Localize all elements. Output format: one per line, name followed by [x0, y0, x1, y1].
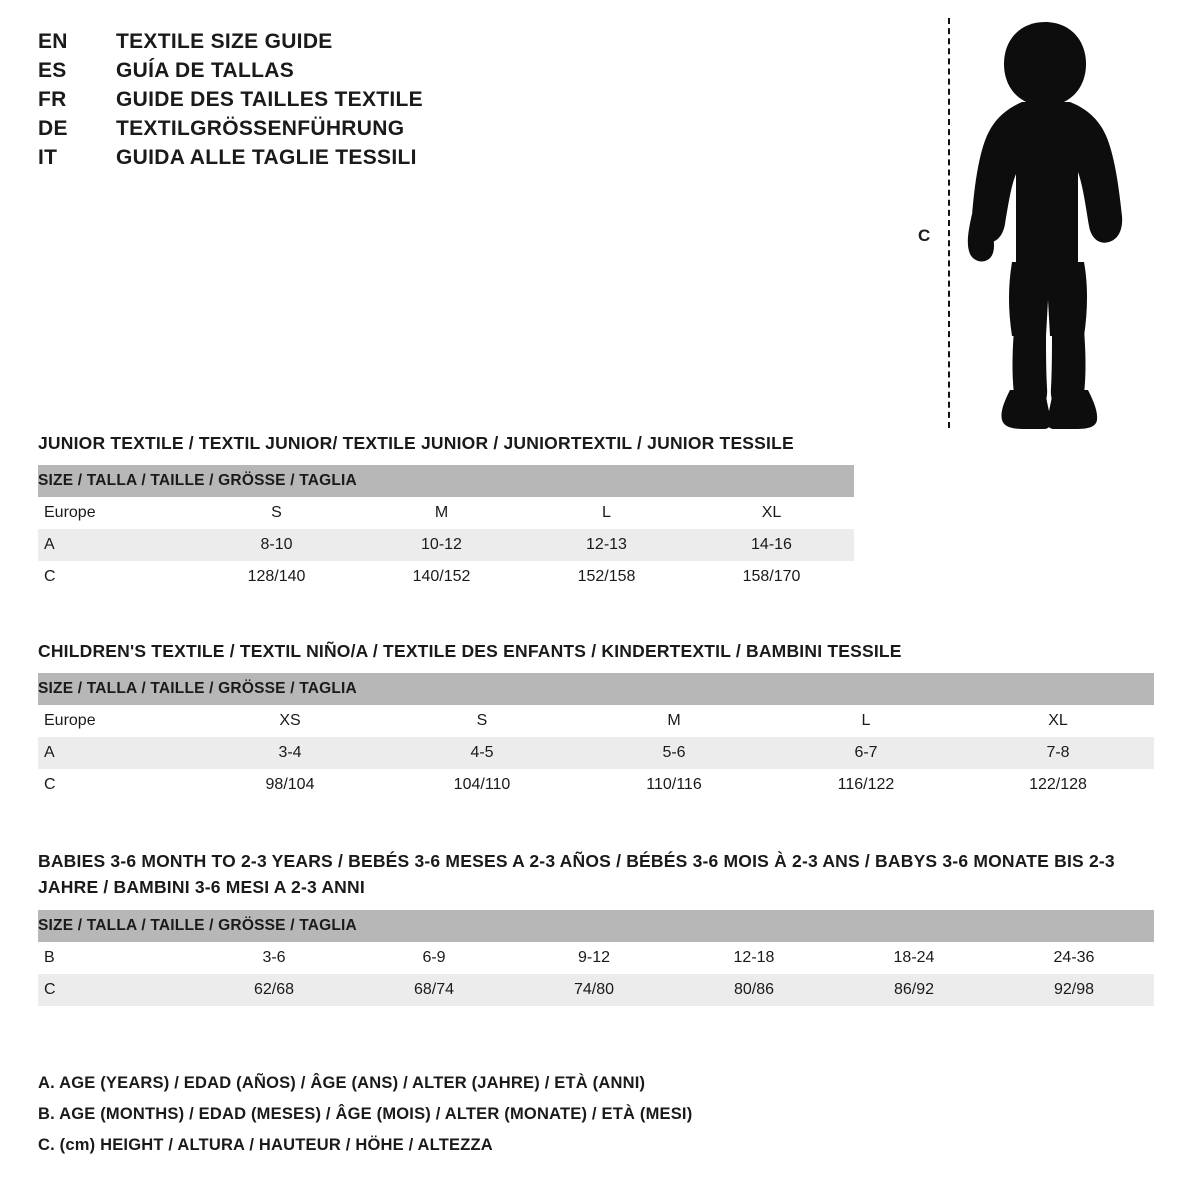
junior-size-table [38, 465, 854, 593]
row-label: C [38, 974, 194, 1006]
children-size-table [38, 673, 1154, 801]
table-row [38, 529, 854, 561]
table-row [38, 769, 1154, 801]
size-guide-title-block [38, 30, 598, 175]
title-lang-code: IT [38, 146, 58, 169]
cell-value: M [359, 497, 524, 529]
band-label: SIZE / TALLA / TAILLE / GRÖSSE / TAGLIA [38, 465, 854, 497]
cell-value: XL [689, 497, 854, 529]
cell-value: L [524, 497, 689, 529]
cell-value: 10-12 [359, 529, 524, 561]
cell-value: 12-13 [524, 529, 689, 561]
title-row [38, 117, 598, 141]
title-row [38, 146, 598, 170]
title-text: GUIDA ALLE TAGLIE TESSILI [116, 146, 417, 169]
cell-value: 14-16 [689, 529, 854, 561]
cell-value: 6-7 [770, 737, 962, 769]
title-text: TEXTILGRÖSSENFÜHRUNG [116, 117, 405, 140]
cell-value: 122/128 [962, 769, 1154, 801]
title-lang-code: EN [38, 30, 68, 53]
cell-value: 116/122 [770, 769, 962, 801]
cell-value: 92/98 [994, 974, 1154, 1006]
cell-value: 4-5 [386, 737, 578, 769]
cell-value: S [386, 705, 578, 737]
cell-value: 9-12 [514, 942, 674, 974]
cell-value: 7-8 [962, 737, 1154, 769]
cell-value: 3-4 [194, 737, 386, 769]
section-title: CHILDREN'S TEXTILE / TEXTIL NIÑO/A / TEXTILE DES ENFANTS / KINDERTEXTIL / BAMBINI TESSILE [38, 641, 902, 661]
cell-value: 62/68 [194, 974, 354, 1006]
cell-value: 86/92 [834, 974, 994, 1006]
title-text: TEXTILE SIZE GUIDE [116, 30, 333, 53]
section-children-textile [38, 638, 1154, 801]
row-label: A [38, 529, 194, 561]
row-label: B [38, 942, 194, 974]
cell-value: 8-10 [194, 529, 359, 561]
row-label: C [38, 769, 194, 801]
height-measure-figure [900, 10, 1170, 430]
legend-block [38, 1068, 692, 1161]
title-row [38, 59, 598, 83]
cell-value: 5-6 [578, 737, 770, 769]
cell-value: 152/158 [524, 561, 689, 593]
title-text: GUIDE DES TAILLES TEXTILE [116, 88, 423, 111]
table-row [38, 497, 854, 529]
cell-value: 6-9 [354, 942, 514, 974]
table-row [38, 942, 1154, 974]
table-band-header [38, 910, 1154, 942]
table-row [38, 561, 854, 593]
cell-value: 12-18 [674, 942, 834, 974]
legend-item-c: C. (cm) HEIGHT / ALTURA / HAUTEUR / HÖHE / ALTEZZA [38, 1136, 493, 1154]
title-lang-code: ES [38, 59, 67, 82]
cell-value: 24-36 [994, 942, 1154, 974]
row-label: Europe [38, 705, 194, 737]
section-babies-textile [38, 848, 1154, 1006]
section-title: JUNIOR TEXTILE / TEXTIL JUNIOR/ TEXTILE JUNIOR / JUNIORTEXTIL / JUNIOR TESSILE [38, 433, 794, 453]
cell-value: 68/74 [354, 974, 514, 1006]
cell-value: L [770, 705, 962, 737]
measure-label-c: C [918, 226, 931, 245]
title-lang-code: FR [38, 88, 67, 111]
row-label: A [38, 737, 194, 769]
legend-item-b: B. AGE (MONTHS) / EDAD (MESES) / ÂGE (MOIS) / ALTER (MONATE) / ETÀ (MESI) [38, 1105, 693, 1123]
title-row [38, 30, 598, 54]
table-row [38, 705, 1154, 737]
cell-value: 140/152 [359, 561, 524, 593]
title-text: GUÍA DE TALLAS [116, 59, 295, 82]
band-label: SIZE / TALLA / TAILLE / GRÖSSE / TAGLIA [38, 673, 1154, 705]
cell-value: 80/86 [674, 974, 834, 1006]
cell-value: 128/140 [194, 561, 359, 593]
cell-value: S [194, 497, 359, 529]
child-silhouette-icon [950, 18, 1150, 433]
title-lang-code: DE [38, 117, 68, 140]
table-band-header [38, 673, 1154, 705]
cell-value: 98/104 [194, 769, 386, 801]
row-label: Europe [38, 497, 194, 529]
cell-value: 110/116 [578, 769, 770, 801]
cell-value: XL [962, 705, 1154, 737]
cell-value: M [578, 705, 770, 737]
cell-value: 3-6 [194, 942, 354, 974]
cell-value: 18-24 [834, 942, 994, 974]
table-band-header [38, 465, 854, 497]
section-junior-textile [38, 430, 854, 593]
babies-size-table [38, 910, 1154, 1006]
legend-item-a: A. AGE (YEARS) / EDAD (AÑOS) / ÂGE (ANS) / ALTER (JAHRE) / ETÀ (ANNI) [38, 1074, 646, 1092]
section-title: BABIES 3-6 MONTH TO 2-3 YEARS / BEBÉS 3-6 MESES A 2-3 AÑOS / BÉBÉS 3-6 MOIS À 2-3 ANS / BABYS 3-6 MONATE BIS 2-3 JAHRE / BAMBINI 3-6 MESI A 2-3 ANNI [38, 851, 1115, 898]
cell-value: XS [194, 705, 386, 737]
table-row [38, 737, 1154, 769]
row-label: C [38, 561, 194, 593]
cell-value: 74/80 [514, 974, 674, 1006]
table-row [38, 974, 1154, 1006]
title-row [38, 88, 598, 112]
band-label: SIZE / TALLA / TAILLE / GRÖSSE / TAGLIA [38, 910, 1154, 942]
cell-value: 104/110 [386, 769, 578, 801]
cell-value: 158/170 [689, 561, 854, 593]
